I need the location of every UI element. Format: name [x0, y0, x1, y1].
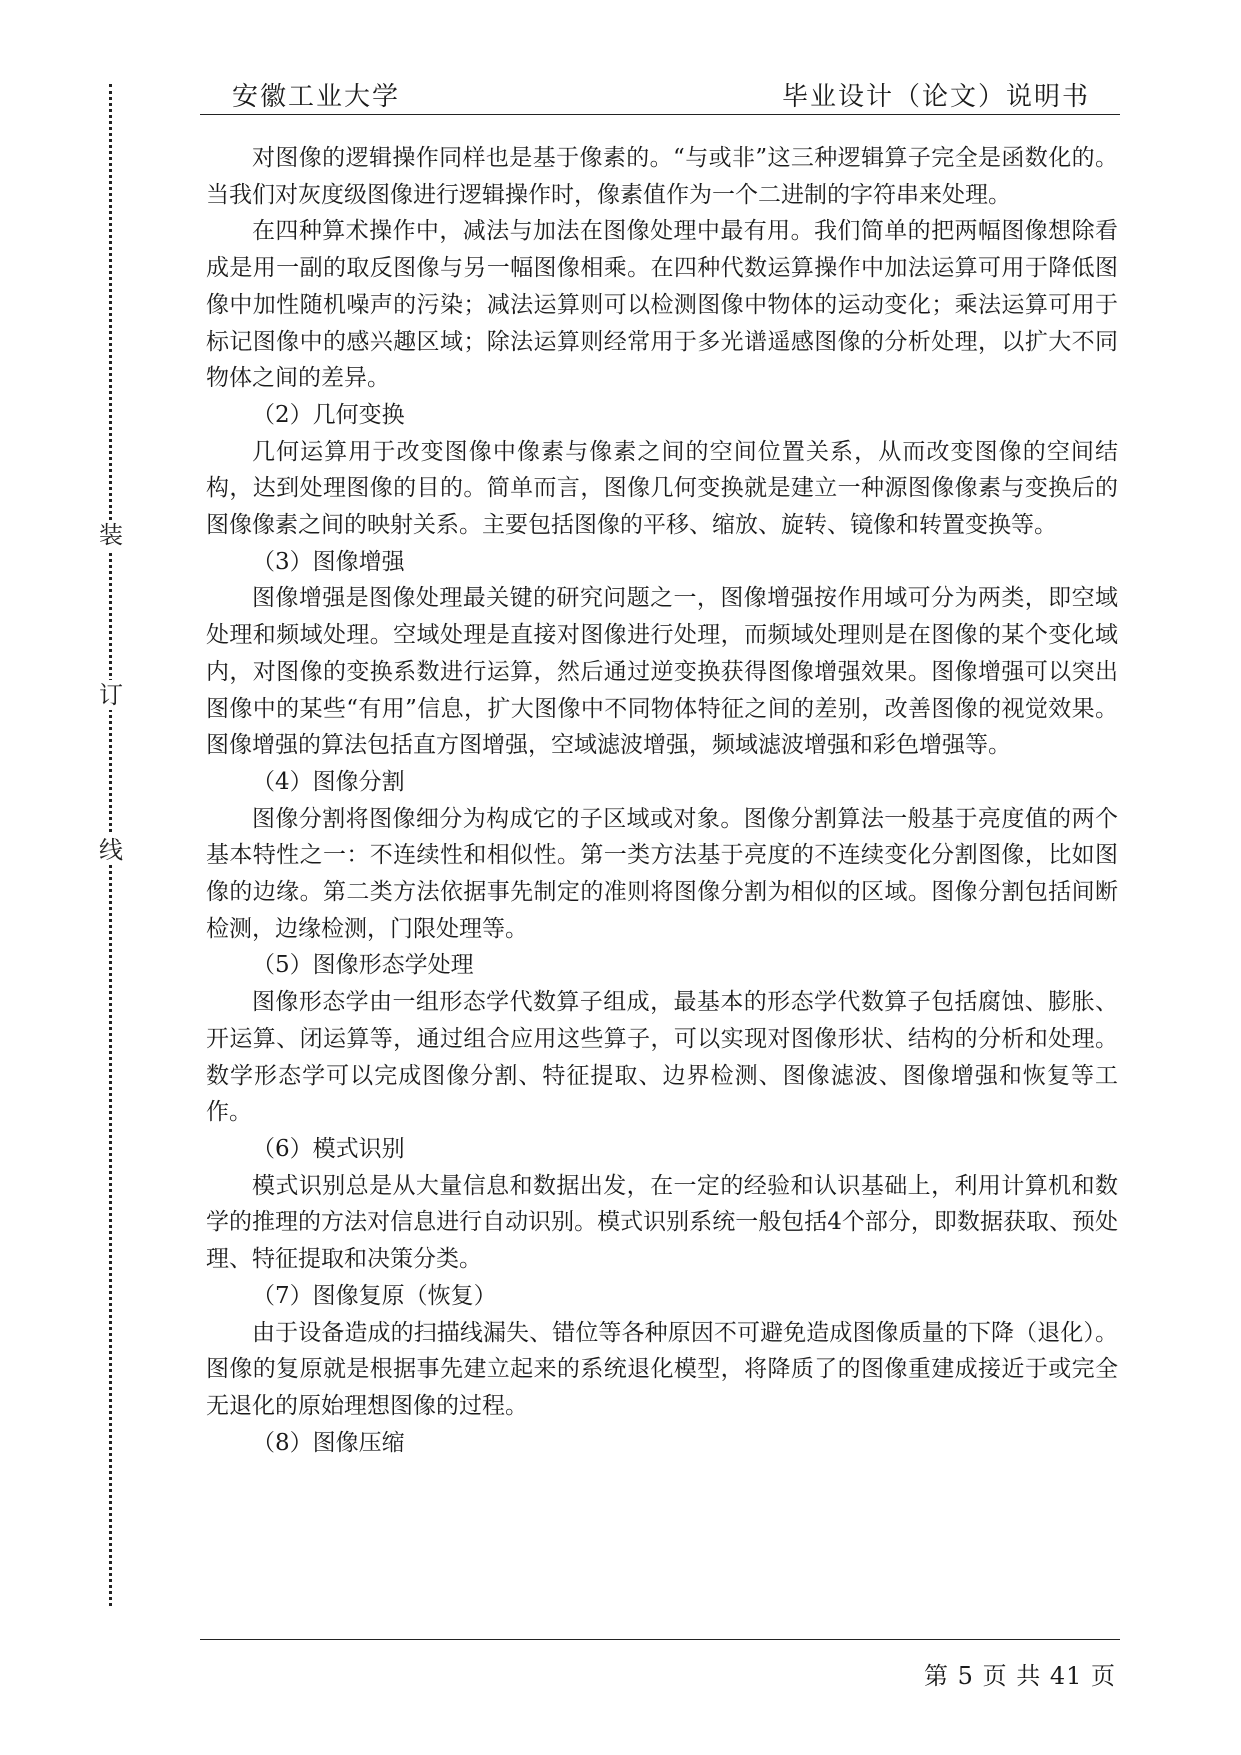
- document-type: 毕业设计（论文）说明书: [781, 82, 1090, 112]
- paragraph: 图像分割将图像细分为构成它的子区域或对象。图像分割算法一般基于亮度值的两个基本特性之一：不连续性和相似性。第一类方法基于亮度的不连续变化分割图像，比如图像的边缘。第二类方法依据事先制定的准则将图像分割为相似的区域。图像分割包括间断检测，边缘检测，门限处理等。: [206, 805, 1118, 942]
- footer-rule: [200, 1639, 1120, 1640]
- section-heading: （4）图像分割: [252, 768, 405, 795]
- section-heading: （6）模式识别: [252, 1135, 405, 1162]
- paragraph: 对图像的逻辑操作同样也是基于像素的。“与或非”这三种逻辑算子完全是函数化的。当我们对灰度级图像进行逻辑操作时，像素值作为一个二进制的字符串来处理。: [206, 145, 1118, 208]
- paragraph: 图像形态学由一组形态学代数算子组成，最基本的形态学代数算子包括腐蚀、膨胀、开运算、闭运算等，通过组合应用这些算子，可以实现对图像形状、结构的分析和处理。数学形态学可以完成图像分割、特征提取、边界检测、图像滤波、图像增强和恢复等工作。: [206, 989, 1118, 1126]
- paragraph: 模式识别总是从大量信息和数据出发，在一定的经验和认识基础上，利用计算机和数学的推理的方法对信息进行自动识别。模式识别系统一般包括4个部分，即数据获取、预处理、特征提取和决策分类。: [206, 1172, 1118, 1273]
- section-heading: （5）图像形态学处理: [252, 952, 474, 979]
- section-heading: （2）几何变换: [252, 401, 405, 428]
- paragraph: 由于设备造成的扫描线漏失、错位等各种原因不可避免造成图像质量的下降（退化）。图像的复原就是根据事先建立起来的系统退化模型，将降质了的图像重建成接近于或完全无退化的原始理想图像的过程。: [206, 1319, 1118, 1419]
- paragraph: 几何运算用于改变图像中像素与像素之间的空间位置关系，从而改变图像的空间结构，达到处理图像的目的。简单而言，图像几何变换就是建立一种源图像像素与变换后的图像像素之间的映射关系。主要包括图像的平移、缩放、旋转、镜像和转置变换等。: [206, 438, 1118, 539]
- paragraph: 图像增强是图像处理最关键的研究问题之一，图像增强按作用域可分为两类，即空域处理和频域处理。空域处理是直接对图像进行处理，而频域处理则是在图像的某个变化域内，对图像的变换系数进行运算，然后通过逆变换获得图像增强效果。图像增强可以突出图像中的某些“有用”信息，扩大图像中不同物体特征之间的差别，改善图像的视觉效果。图像增强的算法包括直方图增强，空域滤波增强，频域滤波增强和彩色增强等。: [206, 585, 1118, 759]
- paragraph: 在四种算术操作中，减法与加法在图像处理中最有用。我们简单的把两幅图像想除看成是用一副的取反图像与另一幅图像相乘。在四种代数运算操作中加法运算可用于降低图像中加性随机噪声的污染；减法运算则可以检测图像中物体的运动变化；乘法运算可用于标记图像中的感兴趣区域；除法运算则经常用于多光谱遥感图像的分析处理，以扩大不同物体之间的差异。: [206, 218, 1118, 392]
- binding-char-zhuang: 装: [96, 520, 126, 550]
- university-name: 安徽工业大学: [232, 82, 401, 112]
- body-text: [206, 140, 1118, 1461]
- page-header: [200, 74, 1120, 115]
- section-heading: （3）图像增强: [252, 548, 405, 575]
- page-number: 第 5 页 共 41 页: [924, 1662, 1116, 1690]
- binding-char-ding: 订: [96, 680, 126, 710]
- binding-char-xian: 线: [96, 835, 126, 865]
- section-heading: （7）图像复原（恢复）: [252, 1282, 497, 1309]
- section-heading: （8）图像压缩: [252, 1429, 405, 1456]
